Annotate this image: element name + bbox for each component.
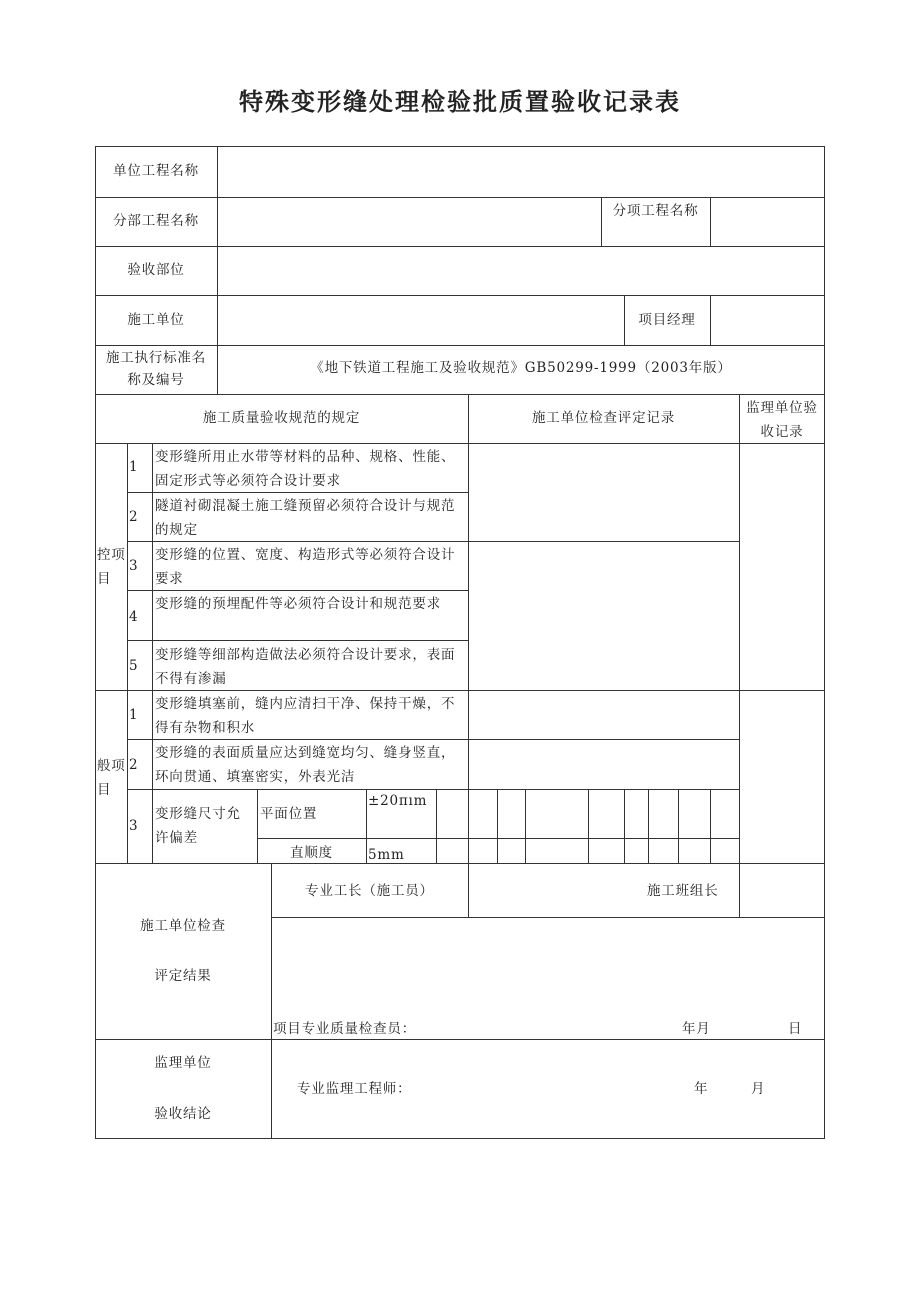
deviation-tolerance: ±20πım: [368, 793, 428, 809]
main-item-text: 变形缝的位置、宽度、构造形式等必须符合设计要求: [155, 547, 456, 587]
main-item-no: 5: [129, 658, 139, 674]
main-item-text: 变形缝的预埋配件等必须符合设计和规范要求: [155, 596, 441, 612]
constructor-label: 施工单位: [127, 312, 185, 328]
constructor-result-label: 评定结果: [154, 968, 212, 984]
page-title: 特殊变形缝处理检验批质置验收记录表: [239, 87, 681, 116]
general-item-text: 变形缝的表面质量应达到缝宽均匀、缝身竖直，环向贯通、填塞密实，外表光洁: [155, 745, 456, 785]
main-item-no: 3: [129, 558, 139, 574]
main-item-no: 4: [129, 609, 139, 625]
team-leader-label: 施工班组长: [647, 883, 719, 899]
constructor-result-label: 施工单位检查: [140, 918, 226, 934]
main-control-label: 控项目: [97, 547, 126, 587]
main-item-no: 2: [129, 509, 139, 525]
project-manager-label: 项目经理: [638, 312, 696, 328]
foreman-label: 专业工长（施工员）: [305, 883, 434, 899]
general-item-no: 3: [129, 818, 139, 834]
deviation-tolerance: 5mm: [368, 847, 405, 863]
date-day: 日: [788, 1021, 803, 1037]
unit-project-label: 单位工程名称: [113, 163, 199, 179]
main-item-text: 变形缝所用止水带等材料的品种、规格、性能、固定形式等必须符合设计要求: [155, 449, 456, 489]
col-supervisor-header: 监理单位验收记录: [746, 400, 818, 440]
general-item-text: 变形缝填塞前，缝内应清扫干净、保持干燥，不得有杂物和积水: [155, 696, 456, 736]
supervising-engineer-label: 专业监理工程师：: [297, 1081, 412, 1097]
sub-project-label: 分部工程名称: [113, 213, 199, 229]
deviation-name: 平面位置: [260, 806, 318, 822]
main-item-text: 变形缝等细部构造做法必须符合设计要求，表面不得有渗漏: [155, 647, 456, 687]
general-item-no: 1: [129, 707, 139, 723]
general-item-text: 变形缝尺寸允许偏差: [155, 806, 241, 846]
standard-label: 施工执行标准名称及编号: [105, 350, 207, 388]
supervisor-result-label: 验收结论: [154, 1106, 212, 1122]
general-item-no: 2: [129, 757, 139, 773]
quality-inspector-label: 项目专业质量检查员：: [273, 1021, 416, 1037]
supervisor-result-label: 监理单位: [154, 1055, 212, 1071]
general-label: 般项目: [97, 758, 126, 798]
acceptance-part-label: 验收部位: [127, 262, 185, 278]
main-item-no: 1: [129, 459, 139, 475]
date-year-month: 年月: [682, 1021, 711, 1037]
main-item-text: 隧道衬砌混凝土施工缝预留必须符合设计与规范的规定: [155, 498, 456, 538]
deviation-name: 直顺度: [290, 845, 333, 861]
col-constructor-header: 施工单位检查评定记录: [532, 410, 675, 426]
date-month: 月: [751, 1081, 766, 1097]
standard-value: 《地下铁道工程施工及验收规范》GB50299-1999（2003年版）: [310, 360, 732, 376]
col-spec-header: 施工质量验收规范的规定: [202, 410, 361, 426]
sub-item-label: 分项工程名称: [612, 203, 699, 219]
date-year: 年: [694, 1081, 709, 1097]
